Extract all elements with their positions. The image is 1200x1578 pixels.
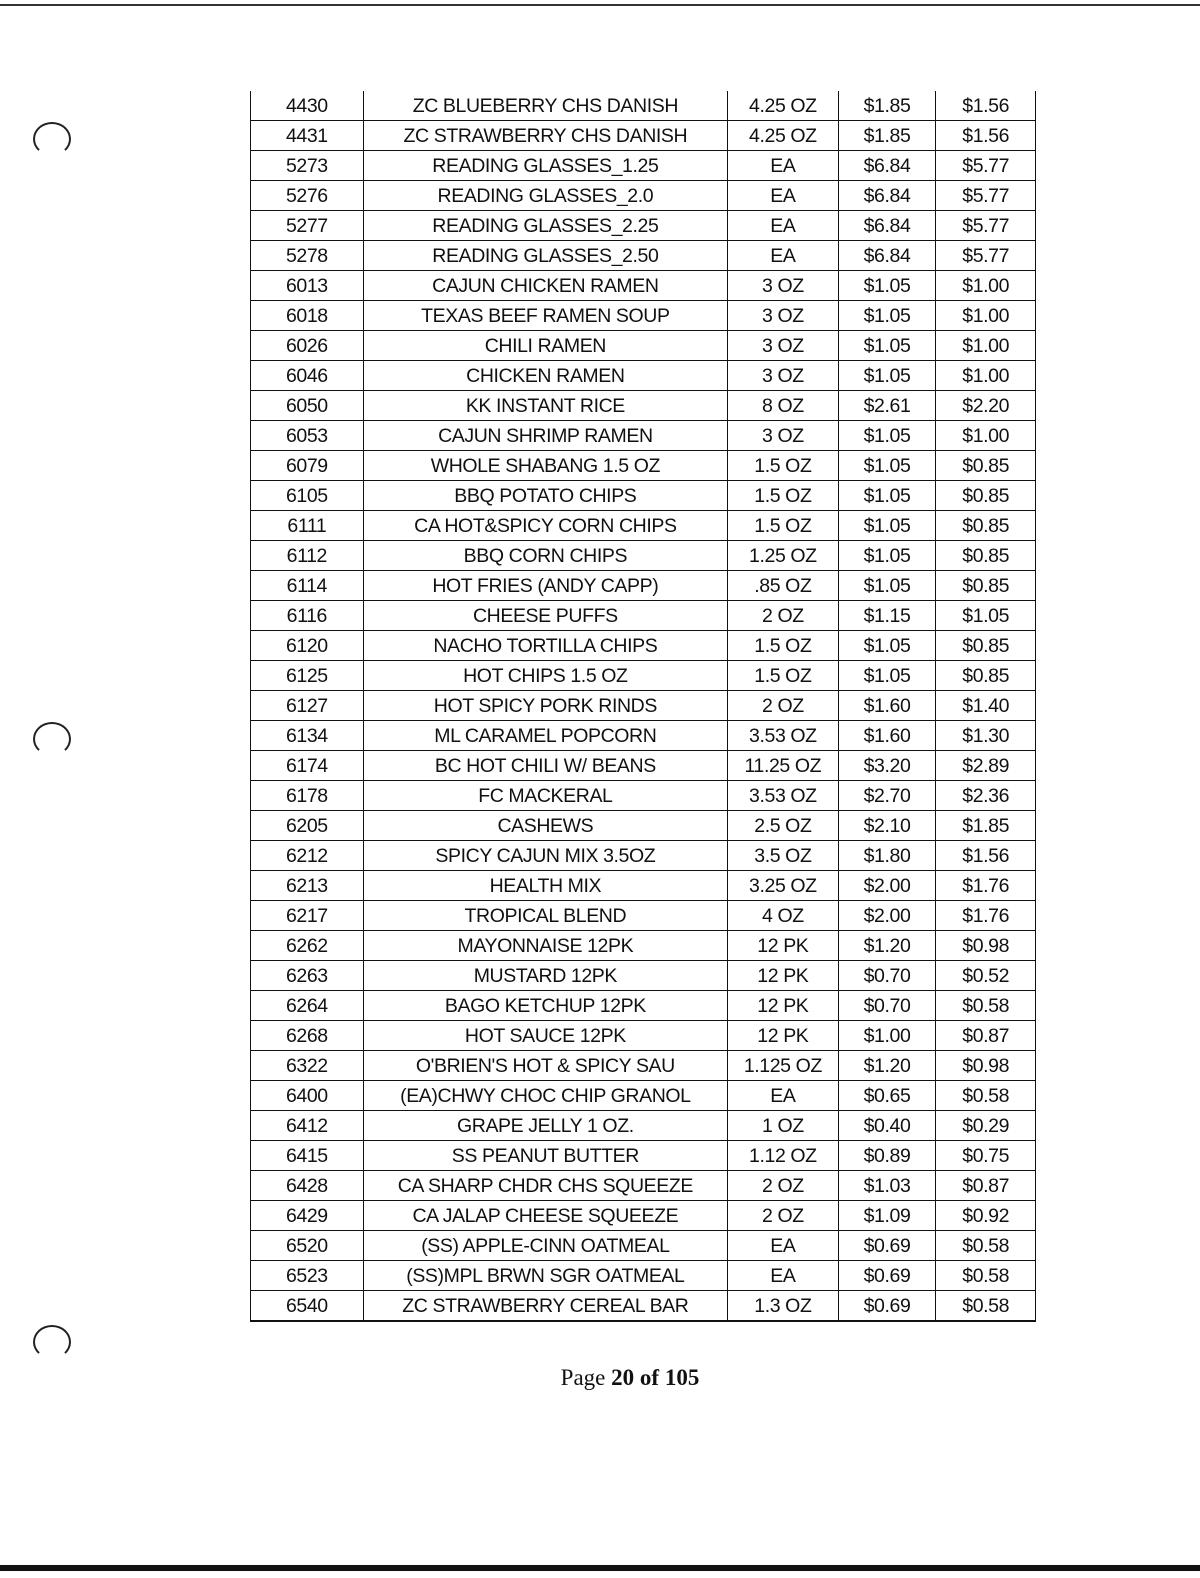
item-size: 1.5 OZ	[728, 631, 839, 661]
item-size: 3.25 OZ	[728, 871, 839, 901]
table-row	[251, 241, 1036, 271]
item-price-discounted: $0.75	[936, 1141, 1036, 1171]
item-price: $0.69	[838, 1261, 936, 1291]
item-price-discounted: $0.85	[936, 571, 1036, 601]
item-size: 2 OZ	[728, 1201, 839, 1231]
item-price: $1.60	[838, 721, 936, 751]
item-price-discounted: $1.56	[936, 841, 1036, 871]
item-price-discounted: $0.29	[936, 1111, 1036, 1141]
item-description: CASHEWS	[363, 811, 727, 841]
item-code: 6120	[251, 631, 364, 661]
item-size: EA	[728, 181, 839, 211]
item-code: 6125	[251, 661, 364, 691]
item-description: READING GLASSES_2.0	[363, 181, 727, 211]
item-price: $1.05	[838, 361, 936, 391]
table-row	[251, 1081, 1036, 1111]
item-size: EA	[728, 1081, 839, 1111]
item-code: 4430	[251, 91, 364, 121]
item-price-discounted: $1.00	[936, 361, 1036, 391]
item-size: 4.25 OZ	[728, 121, 839, 151]
item-description: ML CARAMEL POPCORN	[363, 721, 727, 751]
item-price-discounted: $1.76	[936, 901, 1036, 931]
table-row	[251, 271, 1036, 301]
item-price: $0.89	[838, 1141, 936, 1171]
item-size: 12 PK	[728, 961, 839, 991]
item-description: READING GLASSES_2.25	[363, 211, 727, 241]
item-price: $1.00	[838, 1021, 936, 1051]
item-code: 6412	[251, 1111, 364, 1141]
item-price: $1.60	[838, 691, 936, 721]
item-code: 6264	[251, 991, 364, 1021]
table-row	[251, 871, 1036, 901]
item-price: $1.80	[838, 841, 936, 871]
item-price-discounted: $1.85	[936, 811, 1036, 841]
item-size: 3 OZ	[728, 331, 839, 361]
item-price: $1.05	[838, 331, 936, 361]
item-code: 6174	[251, 751, 364, 781]
item-code: 6112	[251, 541, 364, 571]
item-size: 3 OZ	[728, 271, 839, 301]
item-price: $0.40	[838, 1111, 936, 1141]
item-size: 3 OZ	[728, 361, 839, 391]
item-code: 6268	[251, 1021, 364, 1051]
item-code: 6111	[251, 511, 364, 541]
item-description: ZC STRAWBERRY CEREAL BAR	[363, 1291, 727, 1322]
item-code: 6013	[251, 271, 364, 301]
table-row	[251, 451, 1036, 481]
item-description: MUSTARD 12PK	[363, 961, 727, 991]
table-row	[251, 1231, 1036, 1261]
item-code: 5277	[251, 211, 364, 241]
item-price: $2.70	[838, 781, 936, 811]
item-price: $1.85	[838, 91, 936, 121]
bottom-rule	[0, 1565, 1200, 1571]
item-price-discounted: $0.52	[936, 961, 1036, 991]
table-row	[251, 121, 1036, 151]
item-size: 3.5 OZ	[728, 841, 839, 871]
table-row	[251, 721, 1036, 751]
item-price-discounted: $0.98	[936, 1051, 1036, 1081]
table-row	[251, 1291, 1036, 1322]
item-price: $6.84	[838, 211, 936, 241]
item-description: (SS) APPLE-CINN OATMEAL	[363, 1231, 727, 1261]
item-description: CHICKEN RAMEN	[363, 361, 727, 391]
item-description: READING GLASSES_1.25	[363, 151, 727, 181]
item-price: $0.70	[838, 961, 936, 991]
item-code: 6217	[251, 901, 364, 931]
table-row	[251, 691, 1036, 721]
item-description: SPICY CAJUN MIX 3.5OZ	[363, 841, 727, 871]
table-row	[251, 991, 1036, 1021]
item-price-discounted: $0.58	[936, 1261, 1036, 1291]
item-description: O'BRIEN'S HOT & SPICY SAU	[363, 1051, 727, 1081]
item-size: 1.5 OZ	[728, 511, 839, 541]
item-description: CHEESE PUFFS	[363, 601, 727, 631]
item-code: 6053	[251, 421, 364, 451]
item-code: 6026	[251, 331, 364, 361]
table-row	[251, 1021, 1036, 1051]
item-code: 6429	[251, 1201, 364, 1231]
item-price-discounted: $0.85	[936, 661, 1036, 691]
item-price: $0.69	[838, 1291, 936, 1322]
item-description: NACHO TORTILLA CHIPS	[363, 631, 727, 661]
item-description: BBQ POTATO CHIPS	[363, 481, 727, 511]
item-code: 6212	[251, 841, 364, 871]
item-size: 2 OZ	[728, 1171, 839, 1201]
item-size: EA	[728, 211, 839, 241]
item-size: 1.3 OZ	[728, 1291, 839, 1322]
item-code: 6205	[251, 811, 364, 841]
item-description: KK INSTANT RICE	[363, 391, 727, 421]
item-price-discounted: $0.92	[936, 1201, 1036, 1231]
item-description: CAJUN SHRIMP RAMEN	[363, 421, 727, 451]
item-price-discounted: $0.85	[936, 631, 1036, 661]
item-code: 5273	[251, 151, 364, 181]
item-code: 6018	[251, 301, 364, 331]
item-price: $3.20	[838, 751, 936, 781]
item-price: $1.05	[838, 631, 936, 661]
item-price: $1.15	[838, 601, 936, 631]
item-price: $2.00	[838, 871, 936, 901]
table-row	[251, 931, 1036, 961]
item-price-discounted: $0.85	[936, 541, 1036, 571]
item-description: GRAPE JELLY 1 OZ.	[363, 1111, 727, 1141]
item-price: $2.61	[838, 391, 936, 421]
item-price-discounted: $0.85	[936, 511, 1036, 541]
item-price: $1.05	[838, 301, 936, 331]
item-code: 6262	[251, 931, 364, 961]
item-price-discounted: $1.56	[936, 121, 1036, 151]
item-price-discounted: $0.85	[936, 451, 1036, 481]
item-price: $1.05	[838, 571, 936, 601]
item-size: 3.53 OZ	[728, 721, 839, 751]
current-page: 20	[611, 1365, 635, 1390]
item-code: 6114	[251, 571, 364, 601]
item-description: CA SHARP CHDR CHS SQUEEZE	[363, 1171, 727, 1201]
item-code: 6415	[251, 1141, 364, 1171]
item-price: $1.05	[838, 271, 936, 301]
total-pages: 105	[664, 1365, 700, 1390]
item-price: $0.65	[838, 1081, 936, 1111]
item-price-discounted: $2.89	[936, 751, 1036, 781]
item-price-discounted: $0.58	[936, 991, 1036, 1021]
item-price-discounted: $0.87	[936, 1021, 1036, 1051]
item-code: 4431	[251, 121, 364, 151]
table-row	[251, 841, 1036, 871]
item-price: $1.85	[838, 121, 936, 151]
item-price-discounted: $1.05	[936, 601, 1036, 631]
item-description: BAGO KETCHUP 12PK	[363, 991, 727, 1021]
item-code: 6540	[251, 1291, 364, 1322]
item-price: $0.70	[838, 991, 936, 1021]
item-size: EA	[728, 1261, 839, 1291]
item-price-discounted: $1.40	[936, 691, 1036, 721]
item-price: $1.05	[838, 661, 936, 691]
item-description: HEALTH MIX	[363, 871, 727, 901]
item-price-discounted: $0.85	[936, 481, 1036, 511]
table-row	[251, 181, 1036, 211]
item-price-discounted: $5.77	[936, 211, 1036, 241]
item-description: (SS)MPL BRWN SGR OATMEAL	[363, 1261, 727, 1291]
item-size: 4.25 OZ	[728, 91, 839, 121]
item-price-discounted: $0.98	[936, 931, 1036, 961]
item-description: READING GLASSES_2.50	[363, 241, 727, 271]
page-number	[0, 1365, 1200, 1391]
item-price: $1.20	[838, 931, 936, 961]
table-row	[251, 1111, 1036, 1141]
item-description: CHILI RAMEN	[363, 331, 727, 361]
item-size: EA	[728, 1231, 839, 1261]
item-size: 1.12 OZ	[728, 1141, 839, 1171]
item-code: 6428	[251, 1171, 364, 1201]
item-size: 1.25 OZ	[728, 541, 839, 571]
item-price: $6.84	[838, 151, 936, 181]
item-size: .85 OZ	[728, 571, 839, 601]
table-row	[251, 661, 1036, 691]
item-size: 1.5 OZ	[728, 481, 839, 511]
item-code: 6105	[251, 481, 364, 511]
item-description: WHOLE SHABANG 1.5 OZ	[363, 451, 727, 481]
table-row	[251, 1171, 1036, 1201]
table-row	[251, 781, 1036, 811]
item-description: HOT FRIES (ANDY CAPP)	[363, 571, 727, 601]
item-price-discounted: $1.00	[936, 421, 1036, 451]
item-price-discounted: $1.00	[936, 301, 1036, 331]
item-price: $6.84	[838, 241, 936, 271]
item-price: $2.10	[838, 811, 936, 841]
table-row	[251, 1051, 1036, 1081]
item-size: 12 PK	[728, 1021, 839, 1051]
table-row	[251, 361, 1036, 391]
item-size: 12 PK	[728, 931, 839, 961]
item-price: $1.20	[838, 1051, 936, 1081]
page-label: Page	[560, 1365, 606, 1390]
table-row	[251, 481, 1036, 511]
item-price: $1.09	[838, 1201, 936, 1231]
table-row	[251, 1141, 1036, 1171]
item-size: 1.5 OZ	[728, 451, 839, 481]
item-size: 4 OZ	[728, 901, 839, 931]
item-code: 6400	[251, 1081, 364, 1111]
item-size: 3 OZ	[728, 421, 839, 451]
item-size: EA	[728, 151, 839, 181]
table-row	[251, 961, 1036, 991]
item-description: CA HOT&SPICY CORN CHIPS	[363, 511, 727, 541]
item-size: 3.53 OZ	[728, 781, 839, 811]
item-code: 6322	[251, 1051, 364, 1081]
item-price-discounted: $2.36	[936, 781, 1036, 811]
item-description: ZC STRAWBERRY CHS DANISH	[363, 121, 727, 151]
table-row	[251, 391, 1036, 421]
item-price: $1.05	[838, 451, 936, 481]
item-code: 6263	[251, 961, 364, 991]
item-code: 6046	[251, 361, 364, 391]
binder-hole-icon	[33, 122, 71, 156]
item-code: 6127	[251, 691, 364, 721]
item-price-discounted: $0.87	[936, 1171, 1036, 1201]
binder-hole-icon	[33, 1325, 71, 1359]
item-price: $6.84	[838, 181, 936, 211]
item-description: TEXAS BEEF RAMEN SOUP	[363, 301, 727, 331]
item-price: $0.69	[838, 1231, 936, 1261]
item-size: 2.5 OZ	[728, 811, 839, 841]
item-price: $1.05	[838, 541, 936, 571]
item-size: 1.125 OZ	[728, 1051, 839, 1081]
item-size: 3 OZ	[728, 301, 839, 331]
item-code: 6213	[251, 871, 364, 901]
item-code: 5278	[251, 241, 364, 271]
item-price-discounted: $2.20	[936, 391, 1036, 421]
item-size: EA	[728, 241, 839, 271]
item-code: 6134	[251, 721, 364, 751]
table-row	[251, 301, 1036, 331]
item-price: $2.00	[838, 901, 936, 931]
item-code: 6178	[251, 781, 364, 811]
item-code: 6520	[251, 1231, 364, 1261]
item-price-discounted: $1.76	[936, 871, 1036, 901]
item-size: 1.5 OZ	[728, 661, 839, 691]
item-description: BBQ CORN CHIPS	[363, 541, 727, 571]
item-price-discounted: $0.58	[936, 1081, 1036, 1111]
item-size: 2 OZ	[728, 691, 839, 721]
table-row	[251, 631, 1036, 661]
page-of: of	[639, 1365, 660, 1390]
item-size: 2 OZ	[728, 601, 839, 631]
item-description: HOT SPICY PORK RINDS	[363, 691, 727, 721]
item-description: ZC BLUEBERRY CHS DANISH	[363, 91, 727, 121]
top-rule	[0, 4, 1200, 6]
table-row	[251, 901, 1036, 931]
item-code: 6116	[251, 601, 364, 631]
table-row	[251, 151, 1036, 181]
item-description: MAYONNAISE 12PK	[363, 931, 727, 961]
table-row	[251, 211, 1036, 241]
table-row	[251, 811, 1036, 841]
table-row	[251, 1261, 1036, 1291]
table-row	[251, 331, 1036, 361]
item-description: SS PEANUT BUTTER	[363, 1141, 727, 1171]
item-code: 6523	[251, 1261, 364, 1291]
item-description: CA JALAP CHEESE SQUEEZE	[363, 1201, 727, 1231]
table-row	[251, 571, 1036, 601]
item-price-discounted: $0.58	[936, 1291, 1036, 1322]
item-code: 5276	[251, 181, 364, 211]
item-price: $1.03	[838, 1171, 936, 1201]
table-row	[251, 1201, 1036, 1231]
table-row	[251, 601, 1036, 631]
item-description: HOT CHIPS 1.5 OZ	[363, 661, 727, 691]
table-row	[251, 91, 1036, 121]
item-description: HOT SAUCE 12PK	[363, 1021, 727, 1051]
item-price: $1.05	[838, 421, 936, 451]
table-row	[251, 421, 1036, 451]
table-row	[251, 511, 1036, 541]
item-size: 12 PK	[728, 991, 839, 1021]
table-row	[251, 751, 1036, 781]
item-price-discounted: $0.58	[936, 1231, 1036, 1261]
table-row	[251, 541, 1036, 571]
item-size: 11.25 OZ	[728, 751, 839, 781]
item-description: FC MACKERAL	[363, 781, 727, 811]
item-code: 6079	[251, 451, 364, 481]
item-size: 1 OZ	[728, 1111, 839, 1141]
item-description: TROPICAL BLEND	[363, 901, 727, 931]
item-description: (EA)CHWY CHOC CHIP GRANOL	[363, 1081, 727, 1111]
item-description: CAJUN CHICKEN RAMEN	[363, 271, 727, 301]
item-code: 6050	[251, 391, 364, 421]
item-price: $1.05	[838, 511, 936, 541]
item-price-discounted: $5.77	[936, 151, 1036, 181]
price-list-table	[250, 91, 1036, 1322]
item-description: BC HOT CHILI W/ BEANS	[363, 751, 727, 781]
item-price-discounted: $1.56	[936, 91, 1036, 121]
item-price-discounted: $1.00	[936, 271, 1036, 301]
item-price: $1.05	[838, 481, 936, 511]
binder-hole-icon	[33, 722, 71, 756]
item-size: 8 OZ	[728, 391, 839, 421]
item-price-discounted: $5.77	[936, 181, 1036, 211]
item-price-discounted: $1.00	[936, 331, 1036, 361]
item-price-discounted: $1.30	[936, 721, 1036, 751]
item-price-discounted: $5.77	[936, 241, 1036, 271]
price-list-body	[251, 91, 1036, 1321]
